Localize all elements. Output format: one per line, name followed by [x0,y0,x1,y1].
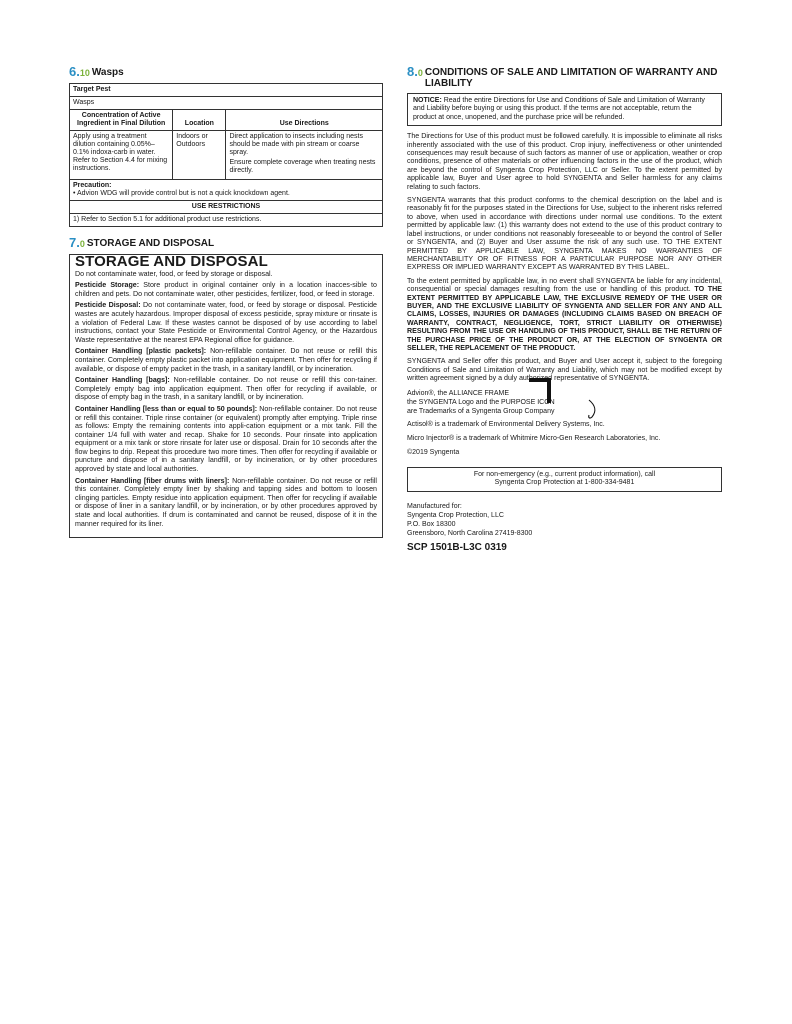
target-pest-header: Target Pest [70,84,383,97]
manufacturer-block [407,502,722,538]
col-concentration: Concentration of Active Ingredient in Final Dilution [70,110,173,131]
concentration-cell: Apply using a treatment dilution containing 0.05%–0.1% indoxa-carb in water. Refer to Section 4.4 for mixing instructions. [70,131,173,180]
section-6-heading [69,66,383,79]
storage-intro: Do not contaminate water, food, or feed by storage or disposal. [75,269,273,278]
copyright: ©2019 Syngenta [407,448,460,456]
paragraph-text: Non-refillable container. Do not reuse or refill this container. Completely empty plastic packet into application equipment. Then offer for recycling if available, or dispose of empty packet in the trash, in a sanitary landfill, or by incineration. [75,347,377,373]
warranty-paragraph-2: SYNGENTA warrants that this product conforms to the chemical description on the label and is reasonably fit for the purposes stated in the Directions for Use, subject to the inherent risks referred to above, when used in accordance with directions under normal use conditions. To the extent permitted by applicable law: (1) this warranty does not extend to the use of this product contrary to label instructions, or under conditions not reasonably foreseeable to or beyond the control of Seller or SYNGENTA, and (2) Buyer and User assume the risk of any such use. TO THE EXTENT PERMITTED BY APPLICABLE LAW, SYNGENTA MAKES NO WARRANTIES OF MERCHANTABILITY OR OF FITNESS FOR A PARTICULAR PURPOSE NOR ANY OTHER EXPRESS OR IMPLIED WARRANTY EXCEPT AS WARRANTED BY THIS LABEL. [407,196,722,272]
paragraph-text: Do not contaminate water, food, or feed by storage or disposal. Pesticide wastes are acutely hazardous. Improper disposal of excess pesticide, spray mixture or rinsate is a violation of Federal Law. If these wastes cannot be disposed of by use according to label instructions, contact your State Pesticide or Environmental Control Agency, or the Hazardous Waste representative at the nearest EPA Regional office for guidance. [75,301,377,344]
col-directions: Use Directions [226,110,383,131]
paragraph-text: Store product in original container only in a location inacces-sible to children and pets. Do not contaminate water, other pesticides, fertilizer, food, or feed in storage. [75,281,377,298]
storage-paragraph [75,376,377,402]
section-8-num-main: 8. [407,64,418,79]
use-restrictions-header: USE RESTRICTIONS [70,201,383,214]
col-location: Location [173,110,226,131]
storage-paragraph [75,477,377,529]
storage-paragraph [75,281,377,298]
contact-line-1: For non-emergency (e.g., current product information), call [473,470,656,478]
contact-line-2: Syngenta Crop Protection at 1-800-334-9481 [494,479,635,487]
section-7-num-main: 7. [69,235,80,250]
precaution-cell [70,180,383,201]
precaution-text: • Advion WDG will provide control but is not a quick knockdown agent. [73,190,290,197]
section-8-heading [407,66,722,89]
manufacturer-label: Manufactured for: [407,502,462,510]
storage-box-title: STORAGE AND DISPOSAL [75,253,268,270]
section-7-num-sub: 0 [79,239,85,249]
trademark-lines [407,389,722,416]
storage-paragraph [75,301,377,344]
paragraph-label: Container Handling [less than or equal to 50 pounds]: [75,404,258,413]
location-cell: Indoors or Outdoors [173,131,226,180]
section-6-number [69,66,90,79]
precaution-label: Precaution: [73,182,112,189]
manufacturer-po-box: P.O. Box 18300 [407,520,456,528]
storage-disposal-box [69,254,383,538]
warranty-paragraph-4: SYNGENTA and Seller offer this product, and Buyer and User accept it, subject to the foregoing Conditions of Sale and Limitation of Warranty and Liability, which may not be modified except by written agreement signed by a duly authorized representative of SYNGENTA. [407,357,722,383]
paragraph-label: Container Handling [fiber drums with liners]: [75,476,230,485]
right-column [407,66,722,553]
warranty-paragraph-1: The Directions for Use of this product must be followed carefully. It is impossible to eliminate all risks inherently associated with the use of this product. Crop injury, ineffectiveness or other unintended consequences may result because of such factors as manner of use or application, weather or crop conditions, presence of other materials or other influencing factors in the use of the product, which are beyond the control of Syngenta Crop Protection, LLC or Seller. To the extent permitted by applicable law, Buyer and User agree to hold SYNGENTA and Seller harmless for any claims relating to such factors. [407,132,722,191]
trademark-line: the SYNGENTA Logo and the PURPOSE ICON [407,398,555,406]
notice-label: NOTICE: [413,97,442,104]
warranty-p3-bold: TO THE EXTENT PERMITTED BY APPLICABLE LAW, THE EXCLUSIVE REMEDY OF THE USER OR BUYER, AND THE EXCLUSIVE LIABILITY OF SYNGENTA AND SELLER FOR ANY AND ALL CLAIMS, LOSSES, INJURIES OR DAMAGES (INCLUDING CLAIMS BASED ON BREACH OF WARRANTY, CONTRACT, NEGLIGENCE, TORT, STRICT LIABILITY OR OTHERWISE) RESULTING FROM THE USE OR HANDLING OF THIS PRODUCT, SHALL BE THE RETURN OF THE PURCHASE PRICE OF THE PRODUCT OR, AT THE ELECTION OF SYNGENTA OR SELLER, THE REPLACEMENT OF THE PRODUCT. [407,285,722,352]
notice-text: Read the entire Directions for Use and Conditions of Sale and Limitation of Warranty and Liability before buying or using this product. If the terms are not acceptable, return the product at once, unopened, and the purchase price will be refunded. [413,97,705,121]
section-7-heading [69,237,383,250]
warranty-paragraph-3 [407,277,722,353]
paragraph-label: Pesticide Disposal: [75,301,141,310]
directions-text-1: Direct application to insects including nests should be made with pin stream or coarse spray. [229,133,363,156]
micro-injector-trademark: Micro Injector® is a trademark of Whitmire Micro-Gen Research Laboratories, Inc. [407,434,661,442]
use-restriction-1: 1) Refer to Section 5.1 for additional product use restrictions. [70,214,383,227]
section-6-num-sub: 10 [79,68,90,78]
section-7-number [69,237,85,250]
paragraph-text: Non-refillable container. Do not reuse or refill this container. Completely empty liner by shaking and tapping sides and bottom to loosen clinging particles. Empty residue into application equipment. Then offer for recycling if available or dispose of liner in a sanitary landfill, or by incineration, or by other procedures approved by state and local authorities. If drum is contaminated and cannot be reused, dispose of it in the manner required for its liner. [75,476,377,528]
paragraph-label: Pesticide Storage: [75,281,140,290]
section-6-num-main: 6. [69,64,80,79]
paragraph-label: Container Handling [bags]: [75,376,170,385]
storage-paragraph [75,405,377,474]
paragraph-label: Container Handling [plastic packets]: [75,347,207,356]
target-pest-value: Wasps [70,97,383,110]
alliance-frame-icon [527,377,553,407]
manufacturer-name: Syngenta Crop Protection, LLC [407,511,504,519]
paragraph-text: Non-refillable container. Do not reuse or refill this container. Triple rinse container (or equivalent) promptly after emptying. Triple rinse as follows: Empty the remaining contents into appli-cation equipment or a mix tank. Fill the container 1/4 full with water and recap. Shake for 10 seconds. Pour rinsate into application equipment or a mix tank or store rinsate for later use or disposal. Drain for 10 seconds after the flow begins to drip. Repeat this procedure two more times. Then offer for recycling if available or puncture and dispose of in a sanitary landfill, or by incineration, or by other procedures approved by state and local authorities. [75,404,377,474]
section-8-title: CONDITIONS OF SALE AND LIMITATION OF WARRANTY AND LIABILITY [424,67,718,89]
trademark-line: Advion®, the ALLIANCE FRAME [407,389,510,397]
section-8-num-sub: 0 [417,68,423,78]
storage-paragraph [75,347,377,373]
left-column [69,66,383,538]
wasps-table [69,83,383,227]
label-code: SCP 1501B-L3C 0319 [407,541,507,553]
directions-text-2: Ensure complete coverage when treating nests directly. [229,159,376,174]
manufacturer-city: Greensboro, North Carolina 27419-8300 [407,529,533,537]
section-6-title: Wasps [91,67,124,78]
warranty-p3-plain: To the extent permitted by applicable law, in no event shall SYNGENTA be liable for any incidental, consequential or special damages resulting from the use or handling of this product. [407,276,722,294]
paragraph-text: Non-refillable container. Do not reuse or refill this con-tainer. Completely empty bag into application equipment. Then offer for recycling if available, or dispose of empty bag in the trash, in a sanitary landfill, or by incineration. [75,376,377,402]
trademark-block [407,389,722,457]
section-8-number [407,66,423,79]
actisol-trademark: Actisol® is a trademark of Environmental Delivery Systems, Inc. [407,420,605,428]
contact-box [407,467,722,492]
trademark-line: are Trademarks of a Syngenta Group Company [407,407,555,415]
directions-cell [226,131,383,180]
notice-box [407,93,722,126]
section-7-title: STORAGE AND DISPOSAL [86,238,215,249]
purpose-icon [585,399,599,421]
